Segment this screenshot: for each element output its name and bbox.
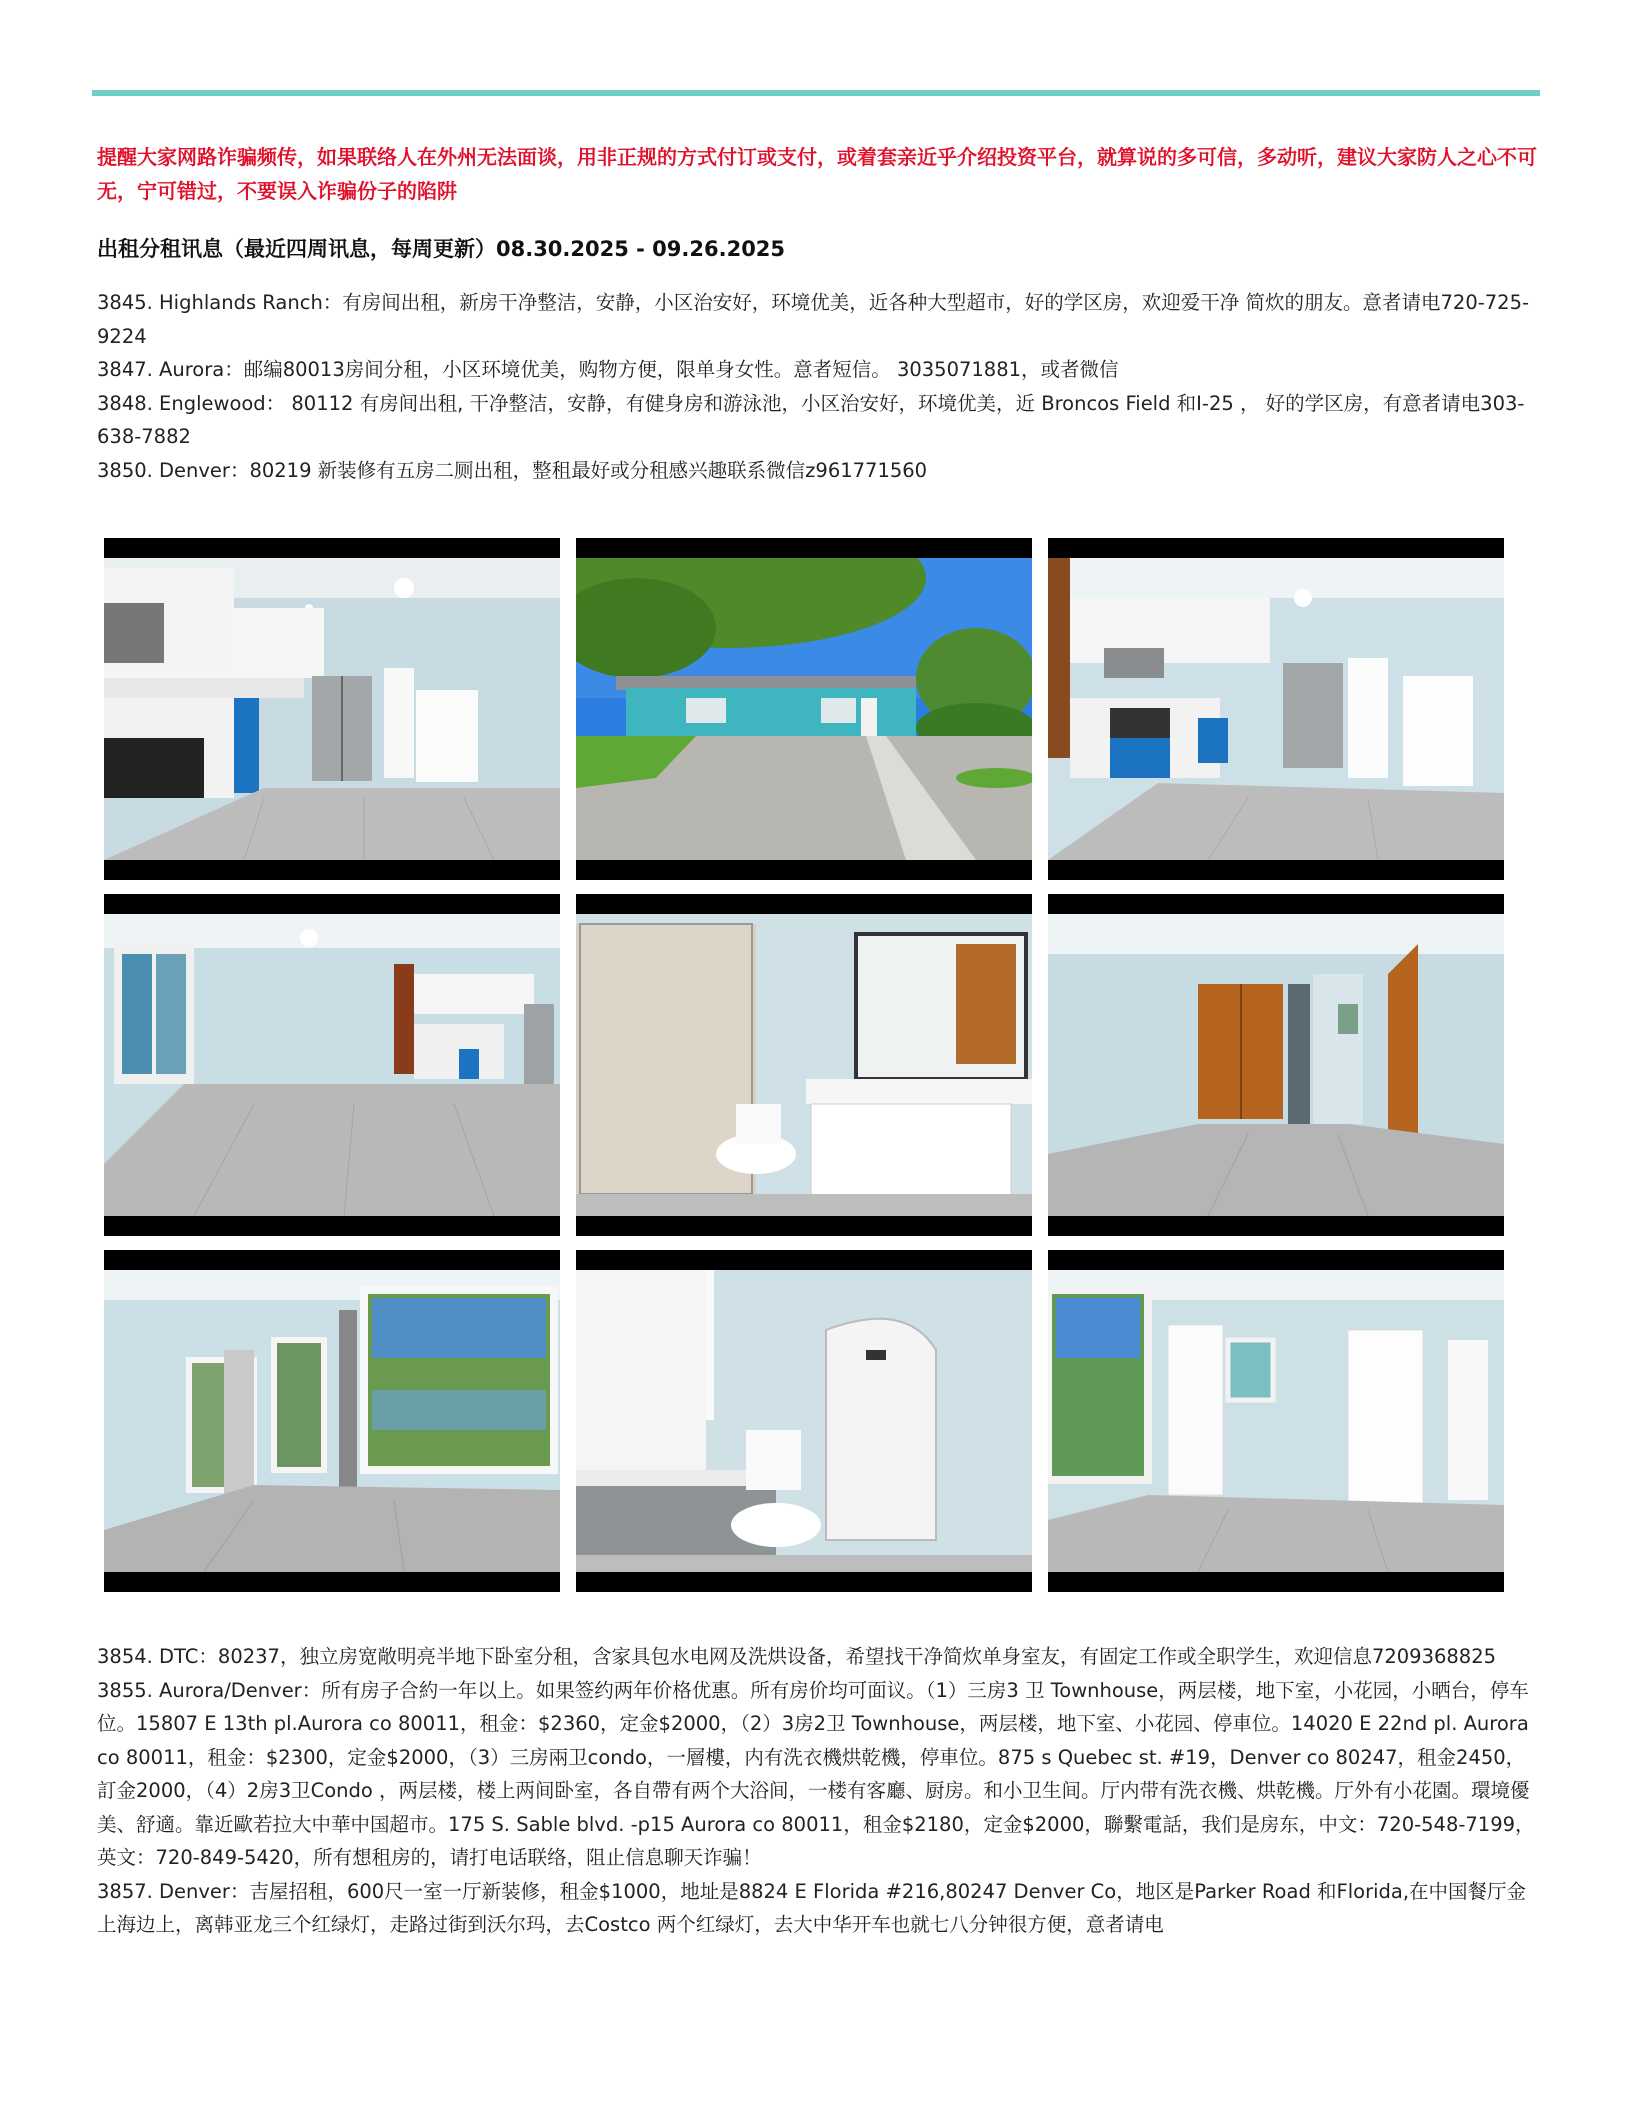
photo-gallery (104, 538, 1504, 1588)
kitchen-wide-photo[interactable] (1048, 538, 1504, 880)
listing-item: 3848. Englewood： 80112 有房间出租, 干净整洁，安静，有健身房和游泳池，小区治安好，环境优美，近 Broncos Field 和I-25 ， 好的学区房，有意者请电303-638-7882 (97, 391, 1525, 448)
listings-top (97, 286, 1537, 487)
top-accent-rule (92, 90, 1540, 96)
listing-item: 3845. Highlands Ranch：有房间出租，新房干净整洁，安静，小区治安好，环境优美，近各种大型超市，好的学区房，欢迎爱干净 简炊的朋友。意者请电720-725-9224 (97, 291, 1530, 348)
listing-item: 3857. Denver：吉屋招租，600尺一室一厅新装修，租金$1000，地址是8824 E Florida #216,80247 Denver Co，地区是Parker Road 和Florida,在中国餐厅金上海边上，离韩亚龙三个红绿灯，走路过街到沃尔玛，去Costco 两个红绿灯，去大中华开车也就七八分钟很方便，意者请电 (97, 1879, 1527, 1936)
entry-room-photo[interactable] (1048, 1250, 1504, 1592)
shower-bathroom-photo[interactable] (576, 1250, 1032, 1592)
sunroom-photo[interactable] (104, 1250, 560, 1592)
listing-item: 3850. Denver：80219 新装修有五房二厕出租，整租最好或分租感兴趣联系微信z961771560 (97, 458, 928, 482)
kitchen-photo[interactable] (104, 538, 560, 880)
bathroom-vanity-photo[interactable] (576, 894, 1032, 1236)
living-room-photo[interactable] (104, 894, 560, 1236)
listing-item: 3855. Aurora/Denver：所有房子合約一年以上。如果签约两年价格优惠。所有房价均可面议。（1）三房3 卫 Townhouse，两层楼，地下室，小花园，小晒台，停车位。15807 E 13th pl.Aurora co 80011，租金：$2360，定金$2000，（2）3房2卫 Townhouse，两层楼，地下室、小花园、停車位。14020 E 22nd pl. Aurora co 80011，租金：$2300，定金$2000，（3）三房兩卫condo，一層樓，内有洗衣機烘乾機，停車位。875 s Quebec st. #19，Denver co 80247，租金2450，訂金2000，（4）2房3卫Condo ，两层楼，楼上两间卧室，各自帶有两个大浴间，一楼有客廳、厨房。和小卫生间。厅内带有洗衣機、烘乾機。厅外有小花園。環境優美、舒適。靠近歐若拉大中華中国超市。175 S. Sable blvd. -p15 Aurora co 80011，租金$2180，定金$2000，聯繫電話，我们是房东，中文：720-548-7199，英文：720-849-5420，所有想租房的，请打电话联络，阻止信息聊天诈骗！ (97, 1678, 1535, 1869)
listing-item: 3854. DTC：80237，独立房宽敞明亮半地下卧室分租，含家具包水电网及洗烘设备，希望找干净简炊单身室友，有固定工作或全职学生，欢迎信息7209368825 (97, 1645, 1497, 1668)
section-title: 出租分租讯息（最近四周讯息，每周更新）08.30.2025 - 09.26.2025 (97, 237, 786, 261)
bedroom-closet-photo[interactable] (1048, 894, 1504, 1236)
listings-bottom (97, 1640, 1537, 1942)
house-exterior-photo[interactable] (576, 538, 1032, 880)
listing-item: 3847. Aurora：邮编80013房间分租，小区环境优美，购物方便，限单身女性。意者短信。 3035071881，或者微信 (97, 358, 1119, 381)
scam-warning: 提醒大家网路诈骗频传，如果联络人在外州无法面谈，用非正规的方式付订或支付，或着套亲近乎介绍投资平台，就算说的多可信，多动听，建议大家防人之心不可无，宁可错过，不要误入诈骗份子的陷阱 (97, 145, 1537, 203)
